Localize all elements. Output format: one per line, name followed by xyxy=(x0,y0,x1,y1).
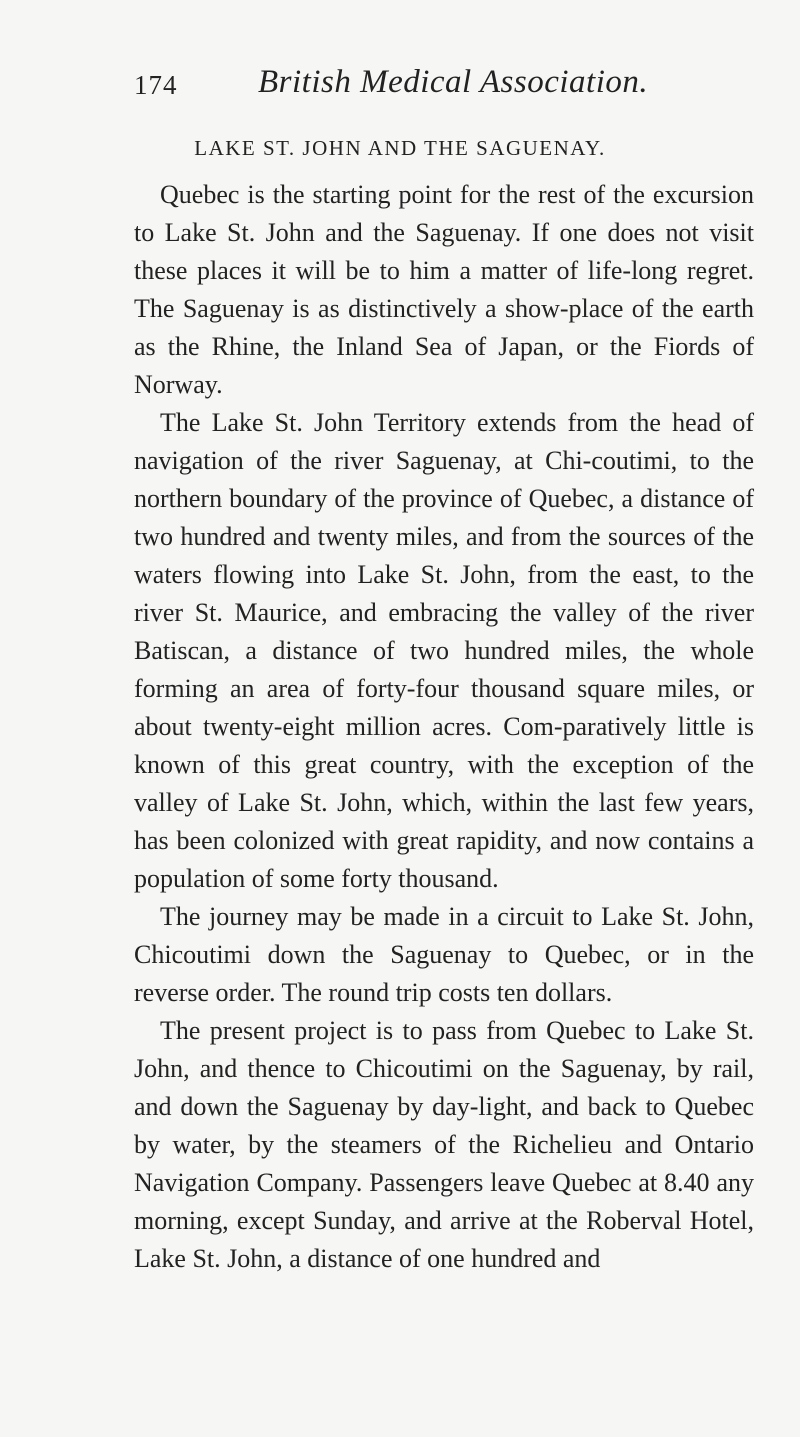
paragraph-territory-extent: The Lake St. John Territory extends from the head of navigation of the river Saguenay, at Chi-coutimi, to the northern boundary of the province of Quebec, a distance of two hundred and twenty miles, and from the sources of the waters flowing into Lake St. John, from the east, to the river St. Maurice, and embracing the valley of the river Batiscan, a distance of two hundred miles, the whole forming an area of forty-four thousand square miles, or about twenty-eight million acres. Com-paratively little is known of this great country, with the exception of the valley of Lake St. John, which, within the last few years, has been colonized with great rapidity, and now contains a population of some forty thousand. xyxy=(134,408,754,893)
section-heading: LAKE ST. JOHN AND THE SAGUENAY. xyxy=(194,136,606,160)
running-head xyxy=(134,64,754,104)
paragraph-quebec-starting-point: Quebec is the starting point for the rest of the excursion to Lake St. John and the Saguenay. If one does not visit these places it will be to him a matter of life-long regret. The Saguenay is as distinctively a show-place of the earth as the Rhine, the Inland Sea of Japan, or the Fiords of Norway. xyxy=(134,180,754,399)
paragraph-present-project: The present project is to pass from Quebec to Lake St. John, and thence to Chicoutimi on the Saguenay, by rail, and down the Saguenay by day-light, and back to Quebec by water, by the steamers of the Richelieu and Ontario Navigation Company. Passengers leave Quebec at 8.40 any morning, except Sunday, and arrive at the Roberval Hotel, Lake St. John, a distance of one hundred and xyxy=(134,1016,754,1273)
paragraph-journey-circuit: The journey may be made in a circuit to Lake St. John, Chicoutimi down the Saguenay to Quebec, or in the reverse order. The round trip costs ten dollars. xyxy=(134,902,754,1007)
page-number: 174 xyxy=(134,70,178,100)
journal-title: British Medical Association. xyxy=(258,64,649,100)
body-text xyxy=(134,176,754,1278)
